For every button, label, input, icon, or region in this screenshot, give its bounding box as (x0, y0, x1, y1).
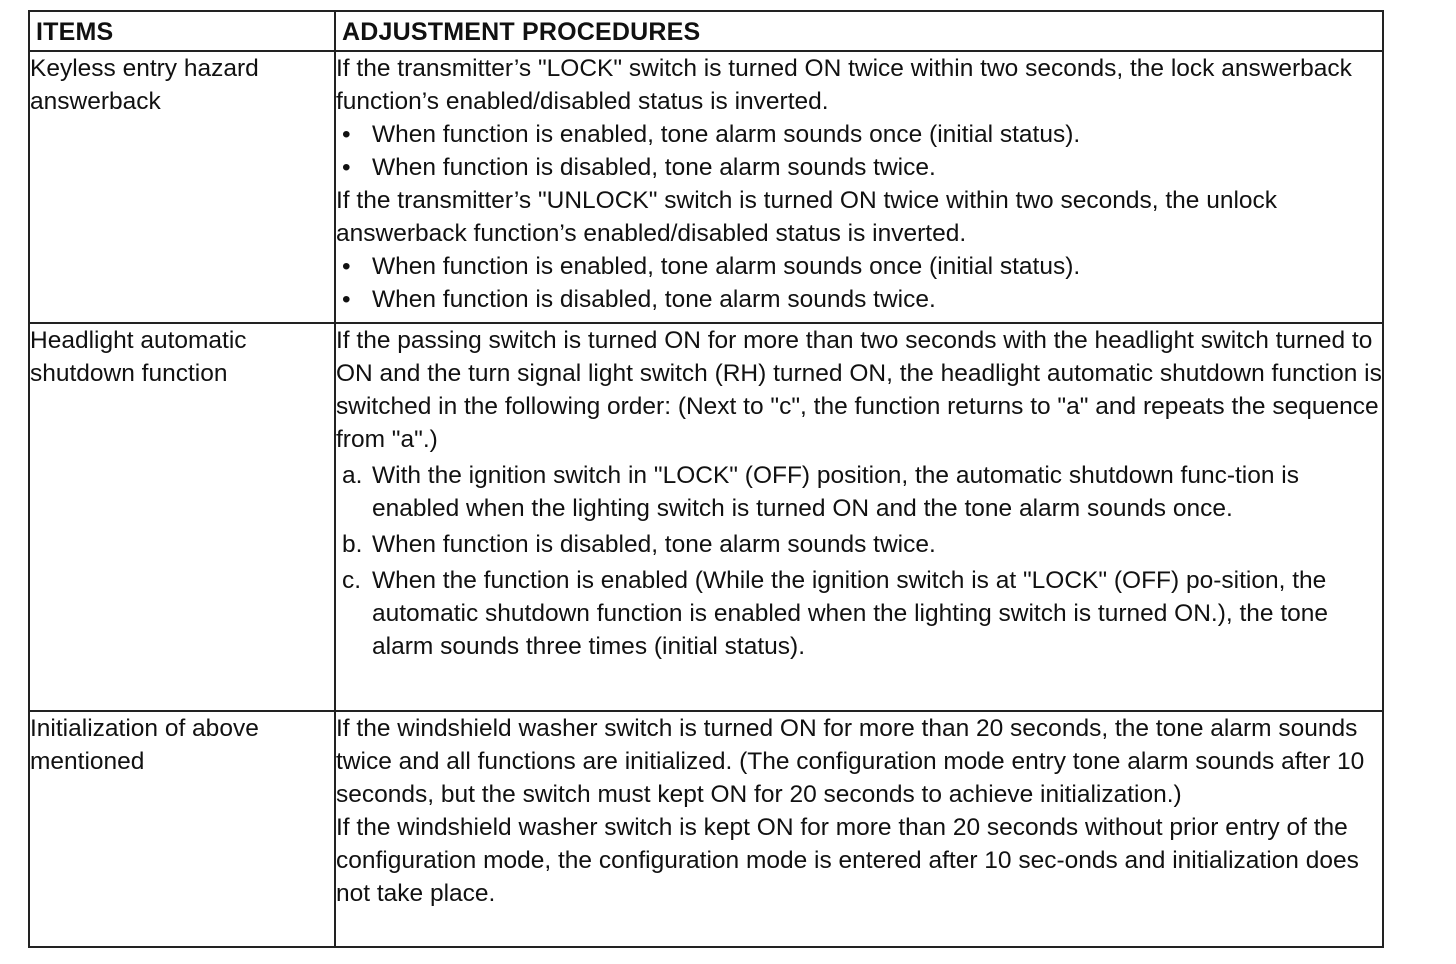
step-item (336, 528, 1382, 561)
bullet-icon: • (342, 154, 351, 181)
procedure-paragraph: If the transmitter’s "LOCK" switch is turned ON twice within two seconds, the lock answerback function’s enabled/disabled status is inverted. (336, 55, 1352, 115)
procedure-paragraph: If the transmitter’s "UNLOCK" switch is turned ON twice within two seconds, the unlock answerback function’s enabled/disabled status is inverted. (336, 187, 1278, 247)
procedure-paragraph: If the passing switch is turned ON for more than two seconds with the headlight switch turned to ON and the turn signal light switch (RH) turned ON, the headlight automatic shutdown function is switched in the following order: (Next to "c", the function returns to "a" and repeats the sequence from "a".) (336, 327, 1382, 453)
bullet-icon: • (342, 121, 351, 148)
table-row (29, 323, 1383, 711)
item-cell: Keyless entry hazard answerback (29, 51, 335, 323)
bullet-text: When function is disabled, tone alarm sounds twice. (372, 286, 936, 313)
header-adjustment-procedures: ADJUSTMENT PROCEDURES (335, 11, 1383, 51)
step-item (336, 564, 1382, 663)
table-header-row (29, 11, 1383, 51)
adjustment-table (28, 10, 1384, 948)
bullet-icon: • (342, 286, 351, 313)
step-text: When the function is enabled (While the ignition switch is at "LOCK" (OFF) po-sition, the automatic shutdown function is enabled when the lighting switch is turned ON.), the tone alarm sounds three times (initial status). (372, 567, 1329, 660)
table-row (29, 51, 1383, 323)
header-items: ITEMS (29, 11, 335, 51)
bullet-item (336, 151, 1382, 184)
bullet-item (336, 250, 1382, 283)
step-label: c. (342, 567, 362, 594)
step-label: b. (342, 531, 363, 558)
step-item (336, 459, 1382, 525)
table-row (29, 711, 1383, 947)
step-label: a. (342, 462, 363, 489)
procedure-paragraph: If the windshield washer switch is turned ON for more than 20 seconds, the tone alarm sounds twice and all functions are initialized. (The configuration mode entry tone alarm sounds after 10 seconds, but the switch must kept ON for 20 seconds to achieve initialization.) (336, 715, 1365, 808)
bullet-text: When function is enabled, tone alarm sounds once (initial status). (372, 121, 1081, 148)
procedure-cell (335, 711, 1383, 947)
step-text: With the ignition switch in "LOCK" (OFF) position, the automatic shutdown func-tion is enabled when the lighting switch is turned ON and the tone alarm sounds once. (372, 462, 1300, 522)
bullet-item (336, 118, 1382, 151)
bullet-text: When function is disabled, tone alarm sounds twice. (372, 154, 936, 181)
bullet-icon: • (342, 253, 351, 280)
procedure-paragraph: If the windshield washer switch is kept ON for more than 20 seconds without prior entry of the configuration mode, the configuration mode is entered after 10 sec-onds and initialization does not take place. (336, 814, 1359, 907)
procedure-cell (335, 51, 1383, 323)
item-cell: Headlight automatic shutdown function (29, 323, 335, 711)
step-text: When function is disabled, tone alarm sounds twice. (372, 531, 936, 558)
bullet-item (336, 283, 1382, 316)
procedure-cell (335, 323, 1383, 711)
item-cell: Initialization of above mentioned (29, 711, 335, 947)
bullet-text: When function is enabled, tone alarm sounds once (initial status). (372, 253, 1081, 280)
